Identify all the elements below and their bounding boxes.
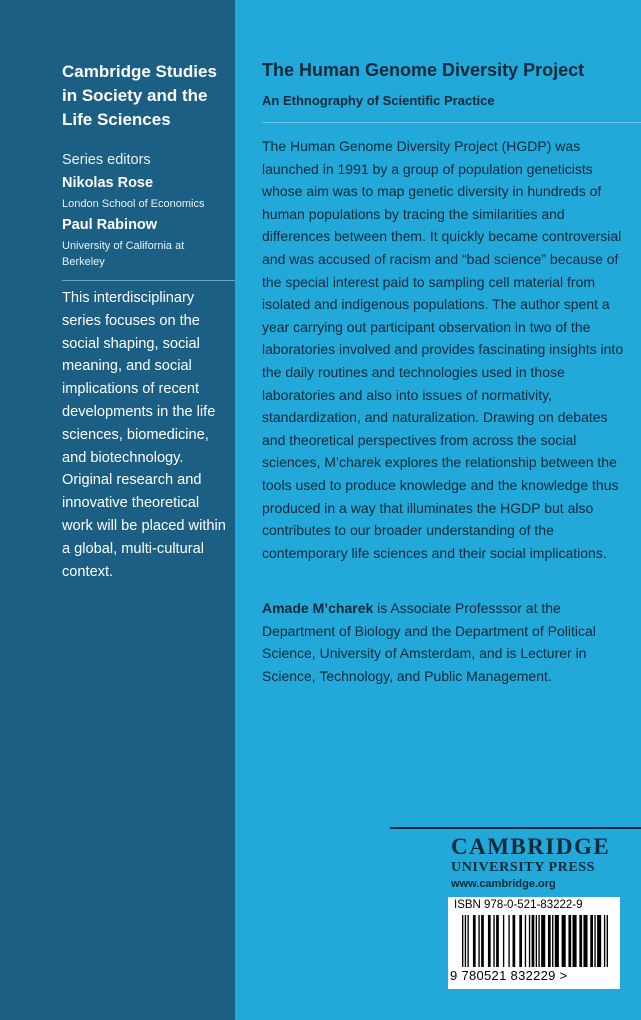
- barcode-bar: [473, 915, 476, 967]
- barcode-bar: [465, 915, 466, 967]
- barcode-bar: [579, 915, 582, 967]
- author-name: Amade M’charek: [262, 600, 374, 616]
- publisher-logo: CAMBRIDGE: [451, 834, 611, 859]
- barcode-bar: [503, 915, 504, 967]
- barcode-bar: [493, 915, 494, 967]
- barcode-bar: [590, 915, 593, 967]
- book-title: The Human Genome Diversity Project: [262, 60, 585, 80]
- barcode-bar: [478, 915, 479, 967]
- barcode-bar: [512, 915, 515, 967]
- barcode-bar: [552, 915, 553, 967]
- book-description: The Human Genome Diversity Project (HGDP) was launched in 1991 by a group of population geneticists whose aim was to map genetic diversity in hundreds of human populations by tracing the similarities and differences between them. It quickly became controversial and was accused of racism and “bad science” because of the special interest paid to sampling cell material from isolated and indigenous populations. The author spent a year carrying out participant observation in two of the laboratories involved and provides fascinating insights into the daily routines and technologies used in those laboratories and also into issues of normativity, standardization, and naturalization. Drawing on debates and theoretical perspectives from across the social sciences, M’charek explores the relationship between the tools used to produce knowledge and the knowledge thus produced in a way that illuminates the HGDP but also contributes to our broader understanding of the contemporary life sciences and their social implications.: [262, 138, 624, 561]
- barcode-bar: [562, 915, 566, 967]
- barcode-bar: [467, 915, 468, 967]
- barcode-bar: [532, 915, 535, 967]
- barcode-bar: [536, 915, 537, 967]
- barcode-bar: [573, 915, 577, 967]
- barcode-bar: [462, 915, 463, 967]
- barcode-bar: [607, 915, 608, 967]
- barcode-bar: [519, 915, 522, 967]
- publisher-rule: [390, 827, 641, 829]
- author-bio: [262, 597, 630, 687]
- barcode-bar: [496, 915, 499, 967]
- barcode-bar: [488, 915, 491, 967]
- barcode-bar: [604, 915, 605, 967]
- barcode-bar: [481, 915, 484, 967]
- barcode-digits: 9 780521 832229 >: [450, 968, 568, 983]
- editor-affiliation: University of California at Berkeley: [62, 240, 185, 268]
- series-title: Cambridge Studies in Society and the Life Sciences: [62, 62, 217, 129]
- editor-name: Paul Rabinow: [62, 217, 158, 233]
- barcode-bars: [462, 915, 608, 971]
- barcode-bar: [555, 915, 559, 967]
- series-description: This interdisciplinary series focuses on the social shaping, social meaning, and social implications of recent developments in the life sciences, biomedicine, and biotechnology. Original research and innovative theoretical work will be placed within a global, multi-cultural context.: [62, 290, 226, 580]
- series-editors-label: Series editors: [62, 152, 151, 168]
- barcode-bar: [597, 915, 601, 967]
- author-bio-text: is Associate Professsor at the Department of Biology and the Department of Political Science, University of Amsterdam, and is Lecturer in Science, Technology, and Public Management.: [262, 600, 596, 684]
- barcode-bar: [568, 915, 571, 967]
- book-panel: [235, 0, 641, 1020]
- barcode-bar: [541, 915, 545, 967]
- barcode-bar: [538, 915, 539, 967]
- book-subtitle: An Ethnography of Scientific Practice: [262, 93, 495, 108]
- title-divider: [262, 122, 641, 123]
- barcode-bar: [529, 915, 530, 967]
- isbn-barcode: [448, 897, 620, 989]
- publisher-url: www.cambridge.org: [451, 878, 556, 890]
- isbn-label: ISBN 978-0-521-83222-9: [454, 899, 583, 911]
- barcode-bar: [525, 915, 526, 967]
- barcode-bar: [594, 915, 595, 967]
- barcode-bar: [508, 915, 509, 967]
- barcode-bar: [583, 915, 587, 967]
- barcode-bar: [548, 915, 551, 967]
- series-divider: [62, 280, 235, 281]
- editor-name: Nikolas Rose: [62, 175, 154, 191]
- series-panel: [0, 0, 235, 1020]
- editor-affiliation: London School of Economics: [62, 198, 205, 210]
- publisher-subname: UNIVERSITY PRESS: [451, 860, 596, 875]
